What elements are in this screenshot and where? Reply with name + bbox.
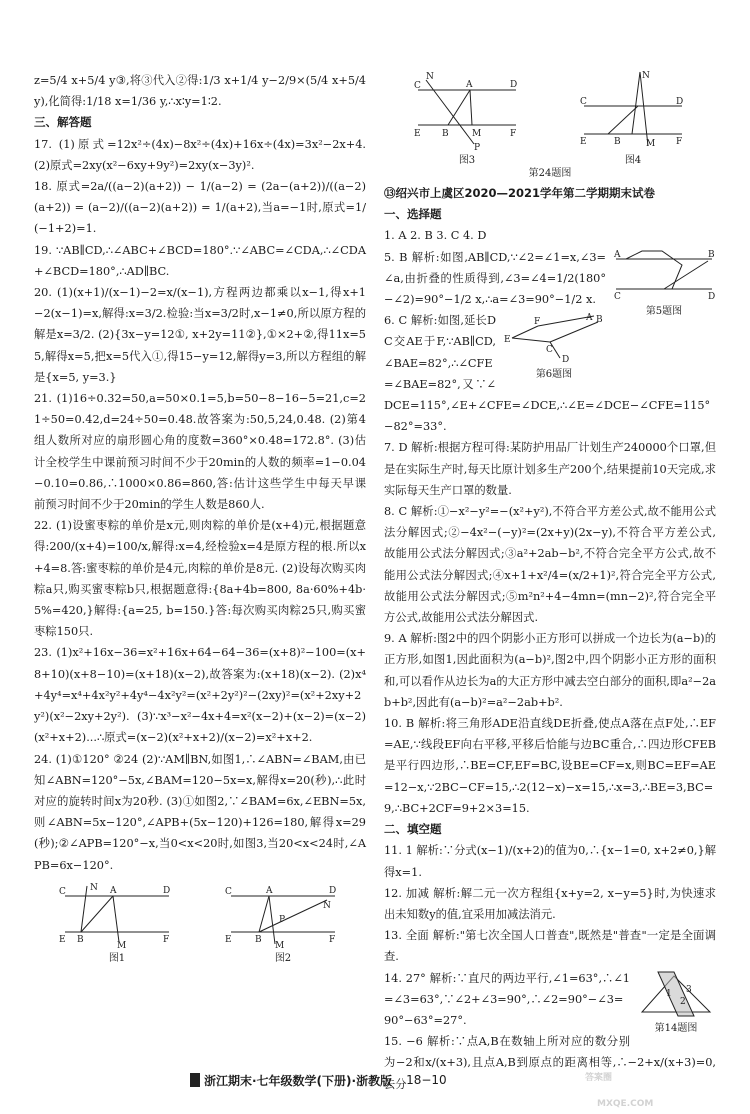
- svg-text:C: C: [546, 345, 553, 356]
- svg-text:C: C: [225, 886, 232, 897]
- answer-10: 10. B 解析:将三角形ADE沿直线DE折叠,使点A落在点F处,∴EF=AE,∵线段EF向右平移,平移后恰能与边BC重合,∴四边形CFEB是平行四边形,∴BE=CF,EF=BC,设BE=CF=x,则BC=EF=AE=12−x,∵2BC−CF=15,∴2(12−x)−x=15,∴x=3,∴BE=3,BC=9,∴BC+2CF=9+2×3=15.: [384, 717, 716, 815]
- svg-text:E: E: [225, 934, 232, 945]
- svg-text:D: D: [510, 80, 518, 90]
- svg-text:B: B: [77, 934, 84, 945]
- svg-text:F: F: [676, 137, 683, 147]
- answer-19: 19. ∵AB∥CD,∴∠ABC+∠BCD=180°.∵∠ABC=∠CDA,∴∠CDA+∠BCD=180°,∴AD∥BC.: [34, 243, 366, 278]
- figure-2: [223, 882, 343, 965]
- footer-block-icon: [190, 1073, 200, 1087]
- figure-3-diagram: [412, 70, 522, 150]
- svg-text:3: 3: [686, 984, 692, 995]
- svg-text:M: M: [646, 139, 656, 149]
- svg-text:A: A: [466, 80, 473, 90]
- svg-text:C: C: [580, 97, 587, 107]
- svg-text:B: B: [614, 137, 621, 147]
- figure-6-caption: 第6题图: [535, 369, 573, 381]
- q24-figures-right: [384, 70, 716, 167]
- svg-text:A: A: [614, 249, 621, 260]
- answer-12: 12. 加减 解析:解二元一次方程组{x+y=2, x−y=5}时,为快速求出未知数y的值,宜采用加减法消元.: [384, 886, 716, 921]
- figure-24-caption: 第24题图: [528, 168, 572, 179]
- svg-text:M: M: [117, 940, 127, 948]
- figure-14: [636, 970, 716, 1035]
- svg-text:D: D: [163, 885, 171, 896]
- svg-text:C: C: [614, 291, 621, 301]
- figure-5: [612, 249, 716, 318]
- svg-text:N: N: [642, 71, 650, 81]
- q24-figures-left: [34, 882, 366, 965]
- watermark-line-1: 答案圈: [585, 1073, 613, 1083]
- figure-4: [578, 70, 688, 167]
- svg-text:B: B: [596, 315, 603, 326]
- figure-2-caption: 图2: [274, 952, 292, 964]
- answer-17: 17. (1)原式=12x²÷(4x)−8x²÷(4x)+16x÷(4x)=3x²−2x+4. (2)原式=2xy(x²−6xy+9y²)=2xy(x−3y)².: [34, 137, 366, 172]
- answer-8: 8. C 解析:①−x²−y²=−(x²+y²),不符合平方差公式,故不能用公式法分解因式;②−4x²−(−y)²=(2x+y)(2x−y),不符合平方差公式,故能用公式法分解因式;③a²+2ab−b²,不符合完全平方公式,故不能用公式法分解因式;④x+1+x²/4=(x/2+1)²,符合完全平方公式,故能用公式法分解因式;⑤m²n²+4−4mn=(mn−2)²,符合完全平方公式,故能用公式法分解因式.: [384, 505, 716, 625]
- right-column: [384, 70, 716, 1095]
- intro-text: z=5/4 x+5/4 y③,将③代入②得:1/3 x+1/4 y−2/9×(5/4 x+5/4 y),化简得:1/18 x=1/36 y,∴x∶y=1∶2.: [34, 74, 366, 109]
- svg-text:C: C: [414, 81, 421, 91]
- figure-14-caption: 第14题图: [654, 1022, 698, 1034]
- answer-15: 15. −6 解析:∵点A,B在数轴上所对应的数分别为−2和x/(x+3),且点A,B到原点的距离相等,∴−2+x/(x+3)=0,去分: [384, 1035, 716, 1091]
- answer-22: 22. (1)设蜜枣粽的单价是x元,则肉粽的单价是(x+4)元,根据题意得:200/(x+4)=100/x,解得:x=4,经检验x=4是原方程的根.所以x+4=8.答:蜜枣粽的单价是4元,肉粽的单价是8元. (2)设每次购买肉粽a只,购买蜜枣粽b只,根据题意得:{8a+4b=800, 8a·60%+4b·5%=420,}解得:{a=25, b=150.}答:每次购买肉粽25只,购买蜜枣粽150只.: [34, 519, 366, 639]
- section-fill: 二、填空题: [384, 822, 442, 837]
- svg-text:2: 2: [680, 996, 686, 1007]
- figure-4-diagram: [578, 70, 688, 150]
- svg-text:1: 1: [666, 988, 672, 999]
- answer-5: 5. B 解析:如图,AB∥CD,∵∠2=∠1=x,∠3=∠a,由折叠的性质得到,∠3=∠4=1/2(180°−∠2)=90°−1/2 x,∴a=∠3=90°−1/2 x.: [384, 250, 606, 307]
- svg-text:B: B: [708, 249, 715, 260]
- svg-text:A: A: [266, 885, 273, 896]
- svg-text:E: E: [580, 137, 587, 147]
- figure-4-caption: 图4: [624, 155, 642, 166]
- figure-3-caption: 图3: [458, 155, 476, 166]
- svg-text:D: D: [708, 291, 716, 301]
- answer-20: 20. (1)(x+1)/(x−1)−2=x/(x−1),方程两边都乘以x−1,得x+1−2(x−1)=x,解得:x=3/2.检验:当x=3/2时,x−1≠0,所以原方程的解是x=3/2. (2){3x−y=12①, x+2y=11②},①×2+②,得11x=55,解得x=5,把x=5代入①,得15−y=12,解得y=3,所以方程组的解是{x=5, y=3.}: [34, 286, 366, 384]
- answer-6: 6. C 解析:如图,延长DC交AE于F,∵AB∥CD,∠BAE=82°,∴∠CFE=∠BAE=82°,又∵∠DCE=115°,∠E+∠CFE=∠DCE,∴∠E=∠DCE−∠CFE=115°−82°=33°.: [384, 314, 711, 434]
- svg-text:B: B: [442, 129, 449, 139]
- figure-6-diagram: [502, 312, 606, 364]
- svg-text:F: F: [534, 317, 541, 328]
- answer-7: 7. D 解析:根据方程可得:某防护用品厂计划生产240000个口罩,但是在实际生产时,每天比原计划多生产200个,结果提前10天完成,求实际每天生产口罩的数量.: [384, 441, 716, 497]
- svg-text:N: N: [426, 72, 434, 82]
- svg-text:A: A: [110, 885, 117, 896]
- svg-text:D: D: [329, 885, 337, 896]
- footer-title: 浙江期末·七年级数学(下册)·浙教版: [204, 1073, 393, 1088]
- svg-text:E: E: [59, 934, 66, 945]
- answer-1-4: 1. A 2. B 3. C 4. D: [384, 229, 487, 243]
- answer-21: 21. (1)16÷0.32=50,a=50×0.1=5,b=50−8−16−5=21,c=21÷50=0.42,d=24÷50=0.48.故答案为:50,5,24,0.48. (2)第4组人数所对应的扇形圆心角的度数=360°×0.48=172.8°. (3)估计全校学生中课前预习时间不少于20min的人数的频率=1−0.04−0.10=0.86,∴1000×0.86=860,答:估计这些学生中每天早课前预习时间不少于20min的学生人数是860人.: [34, 392, 366, 512]
- exam-title: ⑬绍兴市上虞区2020—2021学年第二学期期末试卷: [384, 186, 656, 200]
- svg-text:N: N: [323, 900, 331, 911]
- svg-text:E: E: [414, 129, 421, 139]
- answer-23: 23. (1)x²+16x−36=x²+16x+64−64−36=(x+8)²−100=(x+8+10)(x+8−10)=(x+18)(x−2),故答案为:(x+18)(x−2). (2)x⁴+4y⁴=x⁴+4x²y²+4y⁴−4x²y²=(x²+2y²)²−(2xy)²=(x²+2xy+2y²)(x²−2xy+2y²). (3)∵x³−x²−4x+4=x²(x−2)+(x−2)=(x−2)(x²+x+2)...∴原式=(x−2)(x²+x+2)/(x−2)=x²+x+2.: [34, 646, 366, 745]
- page-footer: [190, 1069, 550, 1091]
- svg-text:M: M: [472, 129, 482, 139]
- svg-text:E: E: [504, 335, 511, 346]
- svg-text:N: N: [90, 882, 98, 893]
- figure-1-diagram: [57, 882, 177, 948]
- figure-5-diagram: [612, 249, 716, 301]
- svg-text:M: M: [275, 940, 285, 948]
- answer-11: 11. 1 解析:∵分式(x−1)/(x+2)的值为0,∴{x−1=0, x+2≠0,}解得x=1.: [384, 844, 716, 879]
- figure-14-diagram: [636, 970, 716, 1018]
- figure-6: [502, 312, 606, 381]
- watermark-logo: [575, 1040, 745, 1114]
- svg-text:A: A: [586, 313, 593, 324]
- svg-text:F: F: [329, 934, 336, 945]
- figure-3: [412, 70, 522, 167]
- svg-text:D: D: [562, 355, 570, 365]
- svg-text:P: P: [474, 143, 481, 150]
- answer-18: 18. 原式=2a/((a−2)(a+2)) − 1/(a−2) = (2a−(a+2))/((a−2)(a+2)) = (a−2)/((a−2)(a+2)) = 1/(a+2),当a=−1时,原式=1/(−1+2)=1.: [34, 180, 366, 236]
- svg-text:P: P: [279, 914, 286, 925]
- section-choice: 一、选择题: [384, 207, 442, 222]
- svg-text:D: D: [676, 97, 684, 107]
- svg-text:C: C: [59, 886, 66, 897]
- svg-text:B: B: [255, 934, 262, 945]
- figure-2-diagram: [223, 882, 343, 948]
- left-column: [34, 70, 366, 965]
- figure-5-caption: 第5题图: [645, 305, 683, 317]
- answer-13: 13. 全面 解析:"第七次全国人口普查",既然是"普查"一定是全面调查.: [384, 929, 716, 964]
- figure-1-caption: 图1: [108, 952, 126, 964]
- watermark-line-2: MXQE.COM: [597, 1099, 654, 1109]
- answer-24: 24. (1)①120° ②24 (2)∵AM∥BN,如图1,∴∠ABN=∠BAM,由已知∠ABN=120°−5x,∠BAM=120−5x=x,解得x=20(秒),∴此时对应的旋转时间x为20秒. (3)①如图2,∵∠BAM=6x,∠EBN=5x,则∠ABN=5x−120°,∠APB+(5x−120)+126=180,解得x=29(秒);②∠APB=120°−x,当0<x<20时,如图3,当20<x<24时,∠APB=6x−120°.: [34, 752, 366, 872]
- answer-9: 9. A 解析:图2中的四个阴影小正方形可以拼成一个边长为(a−b)的正方形,如图1,因此面积为(a−b)²,图2中,四个阴影小正方形的面积和,可以看作从边长为a的大正方形中减去空白部分的面积,即a²−2ab+b²,因此有(a−b)²=a²−2ab+b².: [384, 632, 716, 709]
- svg-text:F: F: [163, 934, 170, 945]
- section-answers: 三、解答题: [34, 115, 92, 130]
- figure-1: [57, 882, 177, 965]
- page-number: 18−10: [406, 1073, 447, 1087]
- answer-14: 14. 27° 解析:∵直尺的两边平行,∠1=63°,∴∠1=∠3=63°,∵∠2+∠3=90°,∴∠2=90°−∠3=90°−63°=27°.: [384, 971, 630, 1027]
- svg-text:F: F: [510, 129, 517, 139]
